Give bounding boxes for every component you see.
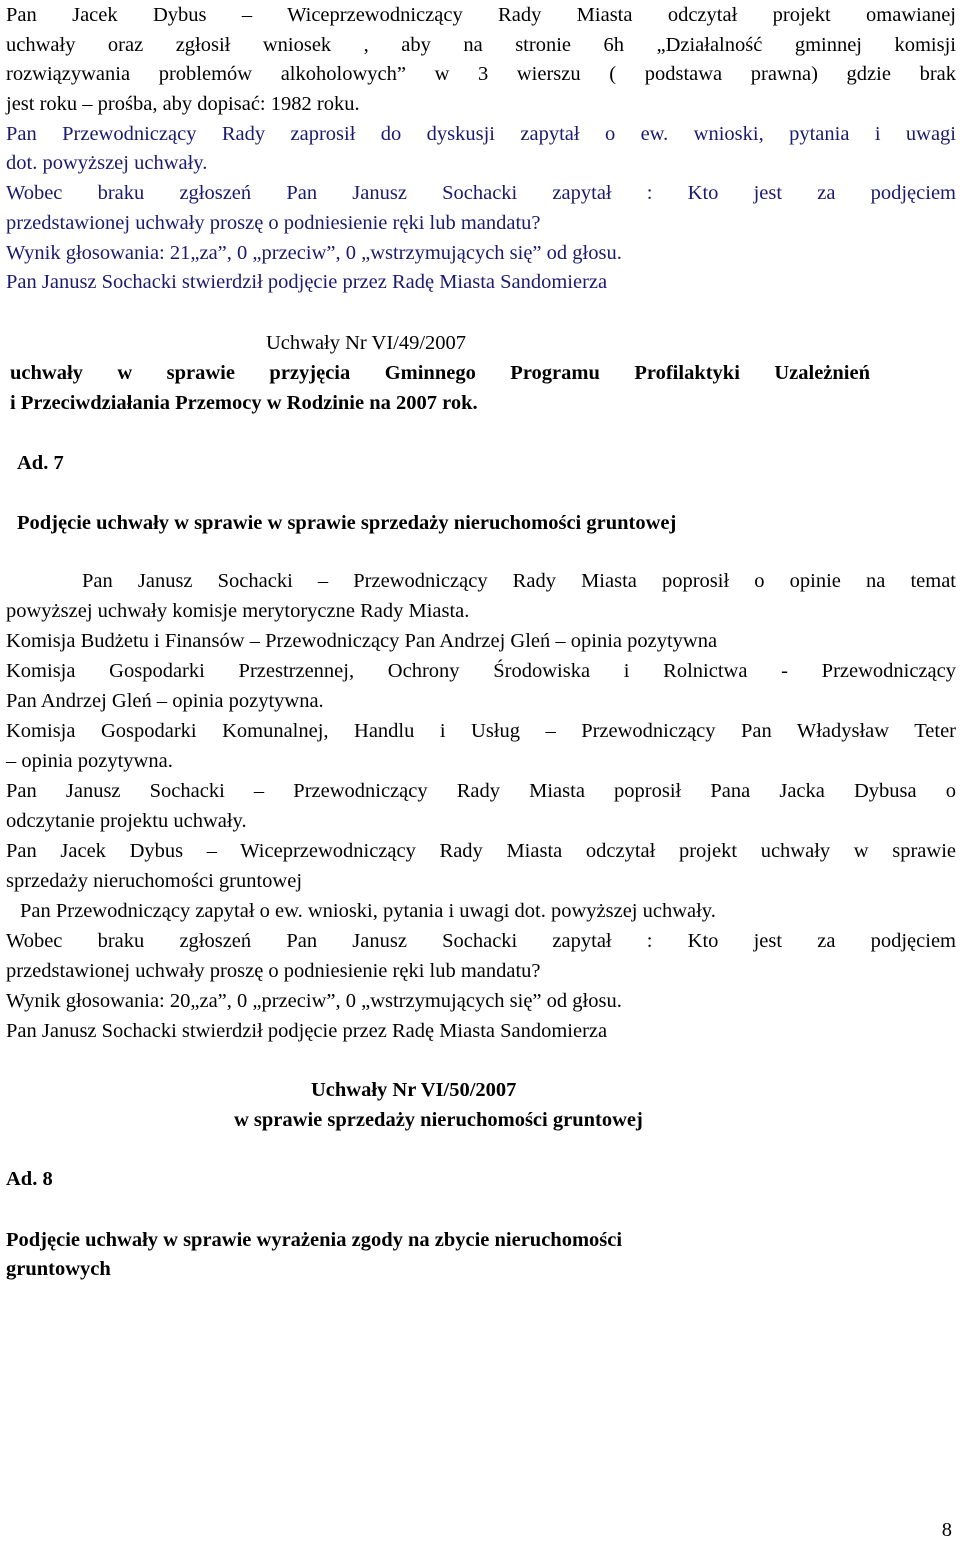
paragraph-line: rozwiązywania problemów alkoholowych” w 3 wierszu ( podstawa prawna) gdzie brak xyxy=(6,63,956,85)
paragraph-line: – opinia pozytywna. xyxy=(6,750,173,772)
agenda-item-title: gruntowych xyxy=(6,1258,111,1280)
agenda-item-number: Ad. 8 xyxy=(6,1168,53,1190)
paragraph-line: sprzedaży nieruchomości gruntowej xyxy=(6,870,303,892)
resolution-subject: w sprawie sprzedaży nieruchomości gruntowej xyxy=(234,1109,643,1131)
resolution-subject: uchwały w sprawie przyjęcia Gminnego Programu Profilaktyki Uzależnień xyxy=(10,362,870,384)
agenda-item-title: Podjęcie uchwały w sprawie wyrażenia zgody na zbycie nieruchomości xyxy=(6,1229,623,1251)
paragraph-line: Wynik głosowania: 20„za”, 0 „przeciw”, 0 „wstrzymujących się” od głosu. xyxy=(6,990,622,1012)
paragraph-line: przedstawionej uchwały proszę o podniesienie ręki lub mandatu? xyxy=(6,212,541,234)
paragraph-line: Wynik głosowania: 21„za”, 0 „przeciw”, 0 „wstrzymujących się” od głosu. xyxy=(6,242,622,264)
paragraph-line: przedstawionej uchwały proszę o podniesienie ręki lub mandatu? xyxy=(6,960,541,982)
paragraph-line: powyższej uchwały komisje merytoryczne Rady Miasta. xyxy=(6,600,470,622)
paragraph-line: Pan Janusz Sochacki – Przewodniczący Rady Miasta poprosił o opinie na temat xyxy=(82,570,956,592)
paragraph-line: Pan Przewodniczący Rady zaprosił do dyskusji zapytał o ew. wnioski, pytania i uwagi xyxy=(6,123,956,145)
paragraph-line: uchwały oraz zgłosił wniosek , aby na stronie 6h „Działalność gminnej komisji xyxy=(6,34,956,56)
paragraph-line: Pan Jacek Dybus – Wiceprzewodniczący Rady Miasta odczytał projekt omawianej xyxy=(6,4,956,26)
paragraph-line: Pan Andrzej Gleń – opinia pozytywna. xyxy=(6,690,324,712)
agenda-item-title: Podjęcie uchwały w sprawie w sprawie sprzedaży nieruchomości gruntowej xyxy=(17,512,677,534)
paragraph-line: Komisja Gospodarki Przestrzennej, Ochrony Środowiska i Rolnictwa - Przewodniczący xyxy=(6,660,956,682)
paragraph-line: Pan Janusz Sochacki stwierdził podjęcie przez Radę Miasta Sandomierza xyxy=(6,271,608,293)
paragraph-line: Wobec braku zgłoszeń Pan Janusz Sochacki zapytał : Kto jest za podjęciem xyxy=(6,182,956,204)
paragraph-line: Komisja Gospodarki Komunalnej, Handlu i Usług – Przewodniczący Pan Władysław Teter xyxy=(6,720,956,742)
paragraph-line: Pan Janusz Sochacki – Przewodniczący Rady Miasta poprosił Pana Jacka Dybusa o xyxy=(6,780,956,802)
resolution-subject: i Przeciwdziałania Przemocy w Rodzinie na 2007 rok. xyxy=(10,392,478,414)
agenda-item-number: Ad. 7 xyxy=(17,452,64,474)
paragraph-line: jest roku – prośba, aby dopisać: 1982 roku. xyxy=(6,93,360,115)
paragraph-line: dot. powyższej uchwały. xyxy=(6,152,208,174)
paragraph-line: Wobec braku zgłoszeń Pan Janusz Sochacki zapytał : Kto jest za podjęciem xyxy=(6,930,956,952)
paragraph-line: Pan Jacek Dybus – Wiceprzewodniczący Rady Miasta odczytał projekt uchwały w sprawie xyxy=(6,840,956,862)
paragraph-line: Pan Przewodniczący zapytał o ew. wnioski, pytania i uwagi dot. powyższej uchwały. xyxy=(20,900,716,922)
page-number: 8 xyxy=(941,1519,952,1541)
paragraph-line: Pan Janusz Sochacki stwierdził podjęcie przez Radę Miasta Sandomierza xyxy=(6,1020,608,1042)
paragraph-line: odczytanie projektu uchwały. xyxy=(6,810,247,832)
resolution-title: Uchwały Nr VI/49/2007 xyxy=(266,332,467,354)
paragraph-line: Komisja Budżetu i Finansów – Przewodniczący Pan Andrzej Gleń – opinia pozytywna xyxy=(6,630,718,652)
resolution-title: Uchwały Nr VI/50/2007 xyxy=(311,1079,517,1101)
